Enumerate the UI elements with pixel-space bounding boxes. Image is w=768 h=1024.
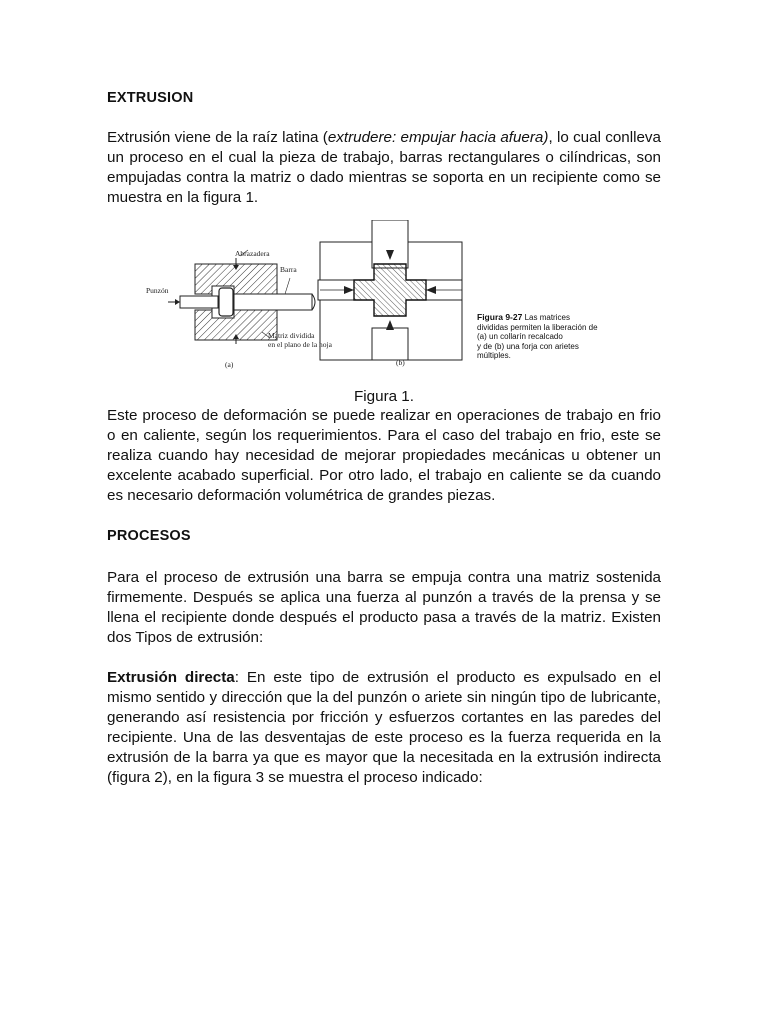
intro-text-2: , lo cual conlleva un proceso en el cual la pieza de trabajo, barras rectangulares o cilíndricas, son empujadas contra la matriz o dado mientras se soporta en un recipiente como se muestra en la figura 1. bbox=[107, 129, 661, 206]
figure-caption-line-2: divididas permiten la liberación de bbox=[477, 322, 598, 332]
label-abrazadera: Abrazadera bbox=[235, 249, 270, 258]
figure-caption-number: Figura 9-27 bbox=[477, 312, 523, 322]
label-a: (a) bbox=[225, 360, 234, 369]
figure-1-label: Figura 1. bbox=[354, 388, 414, 405]
figure-1 bbox=[140, 220, 620, 375]
label-punzon: Punzón bbox=[146, 286, 169, 295]
figure-caption-line-4: y de (b) una forja con arietes bbox=[477, 341, 579, 351]
intro-emphasis: extrudere: empujar hacia afuera) bbox=[327, 129, 549, 146]
label-b: (b) bbox=[396, 358, 405, 367]
extrusion-directa-term: Extrusión directa bbox=[107, 669, 235, 686]
punch bbox=[180, 296, 218, 308]
deformation-paragraph: Este proceso de deformación se puede realizar en operaciones de trabajo en frio o en caliente, según los requerimientos. Para el caso del trabajo en frio, este se realiza cuando hay necesidad de mejorar propiedades mecánicas u obtener un excelente acabado superficial. Por otro lado, el trabajo en caliente se da cuando es necesario deformación volumétrica de grandes piezas. bbox=[107, 407, 661, 504]
extrusion-directa-paragraph bbox=[107, 668, 661, 788]
lower-ram bbox=[372, 328, 408, 360]
label-barra: Barra bbox=[280, 265, 297, 274]
label-matriz-1: Matriz dividida bbox=[268, 331, 315, 340]
extrusion-directa-text: : En este tipo de extrusión el producto es expulsado en el mismo sentido y dirección que la del punzón o ariete sin ningún tipo de lubricante, generando así resistencia por fricción y esfuerzos cortantes en las paredes del recipiente. Una de las desventajas de este proceso es la fuerza requerida en la extrusión de la barra ya que es mayor que la necesitada en la extrusión indirecta (figura 2), en la figura 3 se muestra el proceso indicado: bbox=[107, 669, 661, 786]
procesos-paragraph: Para el proceso de extrusión una barra se empuja contra una matriz sostenida firmemente. Después se aplica una fuerza al punzón a través de la prensa y se llena el recipiente donde después el producto pasa a través de la matriz. Existen dos Tipos de extrusión: bbox=[107, 569, 661, 646]
figure-caption-line-5: múltiples. bbox=[477, 351, 511, 360]
figure-caption-line-3: (a) un collarín recalcado bbox=[477, 332, 563, 341]
figure-caption bbox=[477, 313, 617, 361]
intro-paragraph bbox=[107, 128, 661, 208]
upset-collar bbox=[219, 288, 233, 316]
upper-ram bbox=[372, 220, 408, 268]
bar bbox=[234, 294, 312, 310]
page-title: EXTRUSION bbox=[107, 90, 194, 106]
figure-caption-line-1: Las matrices bbox=[524, 313, 570, 322]
diagram-b bbox=[318, 220, 462, 360]
label-matriz-2: en el plano de la hoja bbox=[268, 340, 332, 349]
procesos-heading: PROCESOS bbox=[107, 528, 191, 544]
intro-text-1: Extrusión viene de la raíz latina ( bbox=[107, 129, 328, 146]
